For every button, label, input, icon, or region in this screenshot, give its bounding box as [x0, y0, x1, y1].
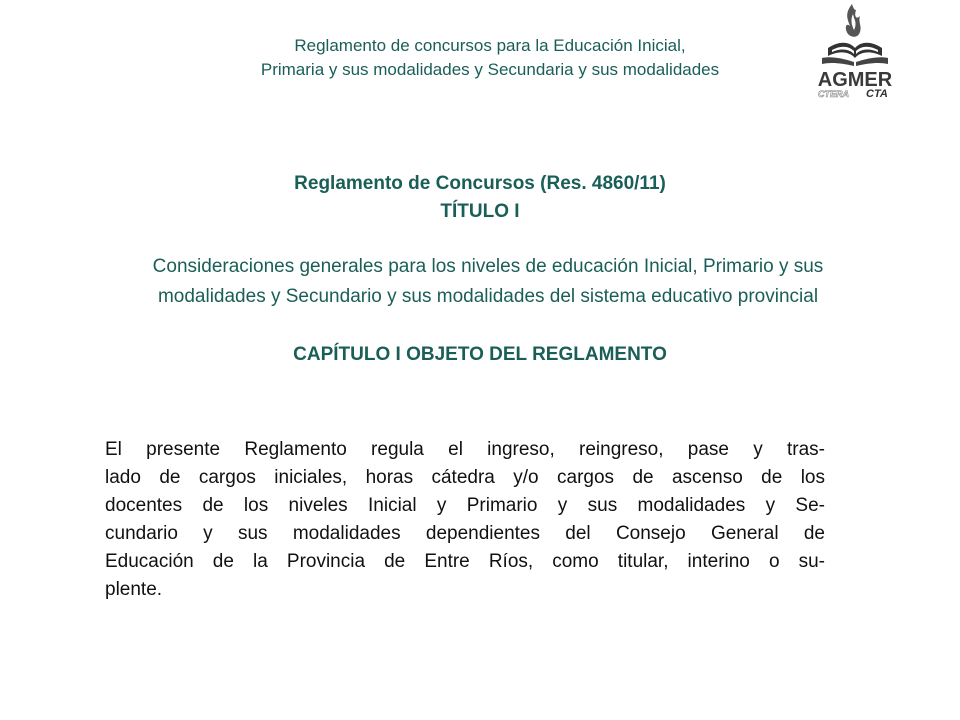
header-line-1: Reglamento de concursos para la Educación Inicial, [294, 36, 686, 55]
body-line: docentes de los niveles Inicial y Primario y sus modalidades y Se- [105, 495, 825, 516]
title-line-2: TÍTULO I [440, 201, 520, 222]
considerations-line-2: modalidades y Secundario y sus modalidades del sistema educativo provincial [157, 286, 819, 307]
flame-book-hands-icon [808, 0, 908, 100]
logo-sub-left: CTERA [818, 89, 849, 99]
document-title [160, 170, 800, 226]
agmer-logo [808, 0, 908, 100]
document-header [190, 34, 790, 82]
considerations-line-1: Consideraciones generales para los niveles de educación Inicial, Primario y sus [152, 256, 824, 277]
body-line: plente. [105, 579, 163, 600]
logo-name: AGMER [817, 69, 893, 91]
body-line: El presente Reglamento regula el ingreso, reingreso, pase y tras- [105, 439, 825, 460]
header-line-2: Primaria y sus modalidades y Secundaria y sus modalidades [260, 60, 720, 79]
body-paragraph [105, 436, 825, 604]
chapter-heading: CAPÍTULO I OBJETO DEL REGLAMENTO [293, 344, 667, 365]
body-line: Educación de la Provincia de Entre Ríos, como titular, interino o su- [105, 551, 825, 572]
considerations-subtitle [58, 252, 918, 312]
body-line: cundario y sus modalidades dependientes del Consejo General de [105, 523, 825, 544]
body-line: lado de cargos iniciales, horas cátedra y/o cargos de ascenso de los [105, 467, 825, 488]
title-line-1: Reglamento de Concursos (Res. 4860/11) [294, 173, 666, 194]
logo-sub-right: CTA [866, 88, 888, 100]
